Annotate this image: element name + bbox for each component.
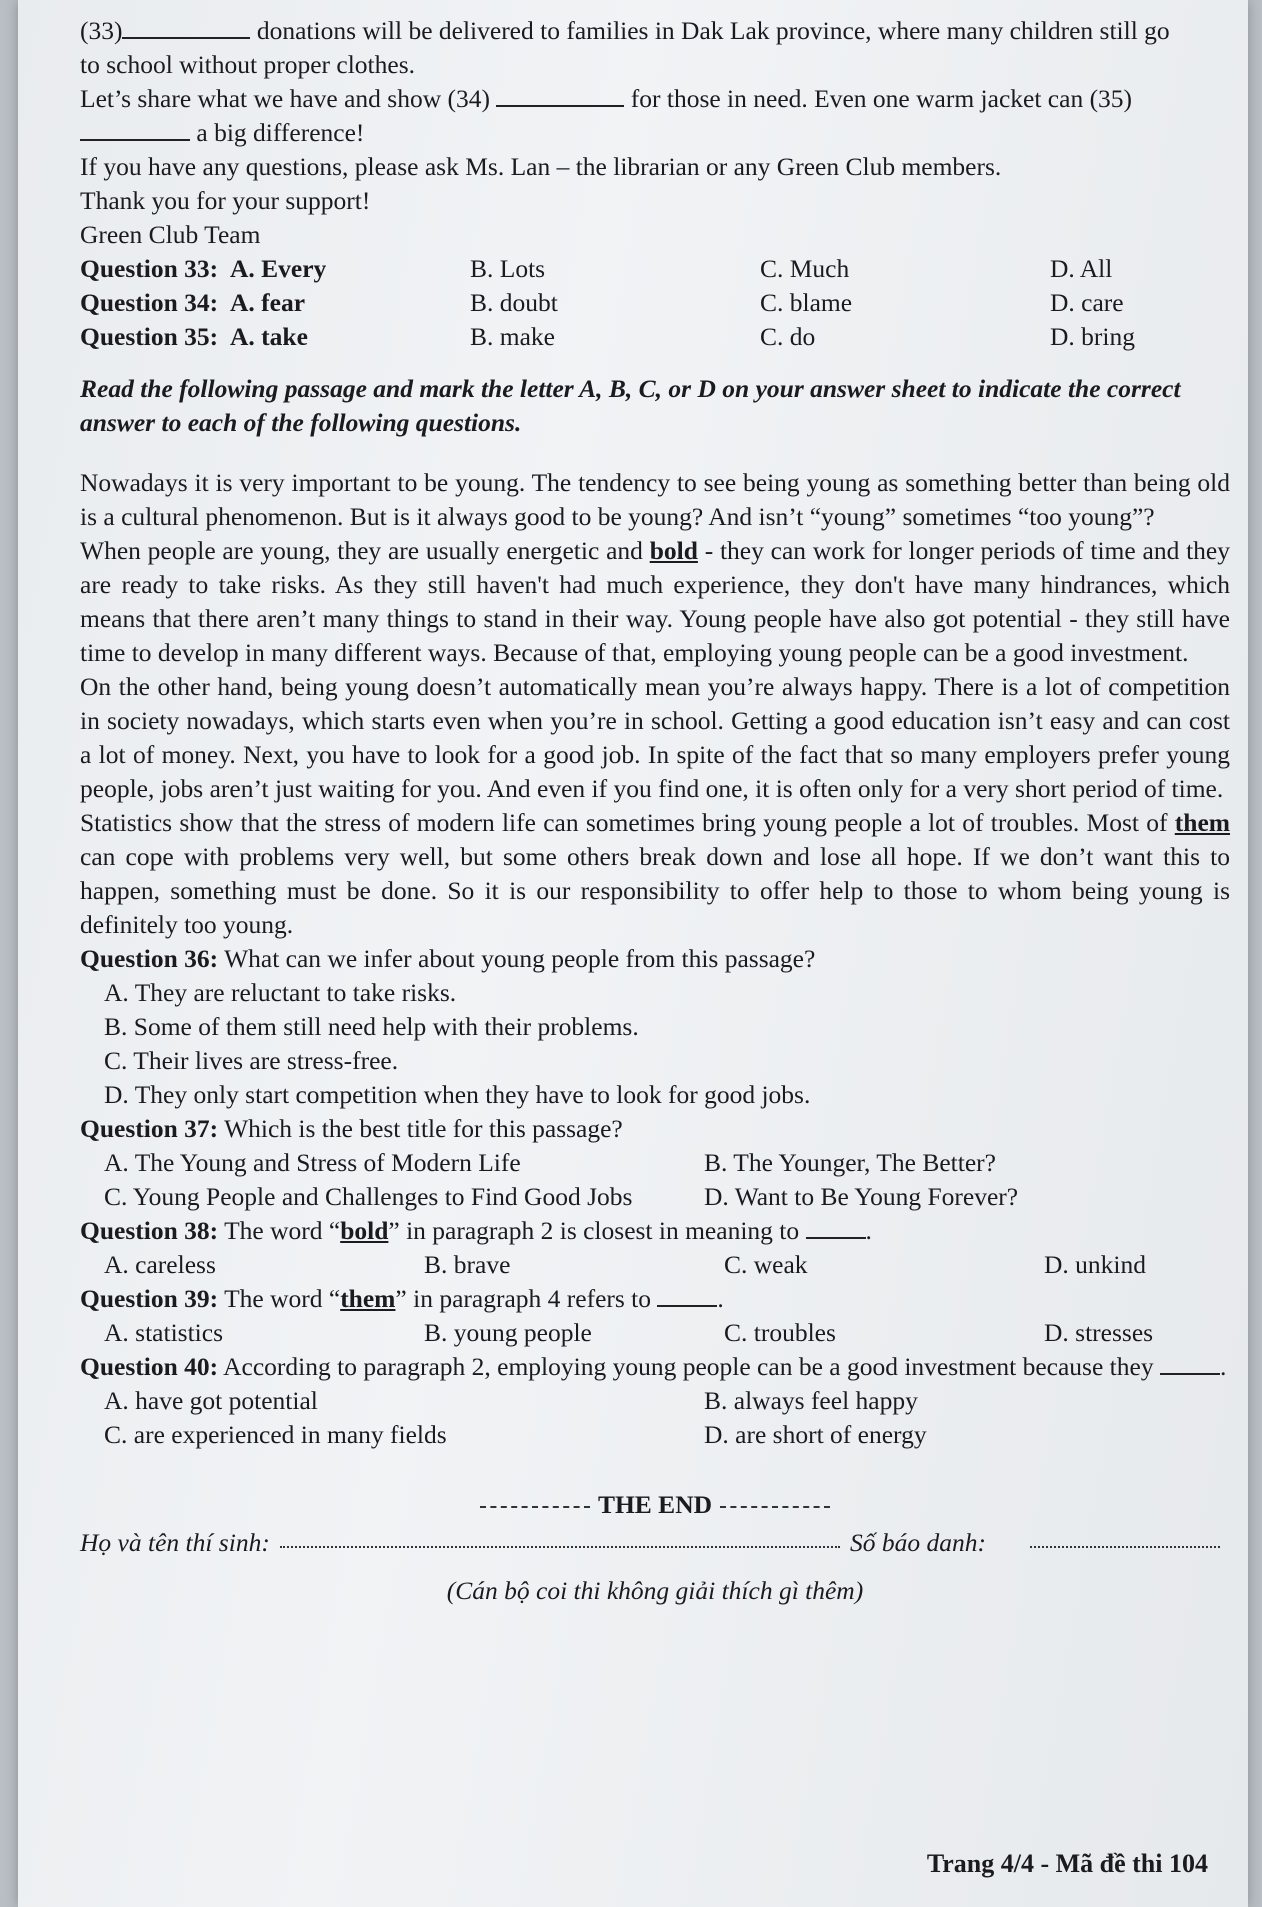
q37-option-b: B. The Younger, The Better? xyxy=(704,1147,996,1177)
q39-text-b: ” in paragraph 4 refers to xyxy=(395,1283,652,1313)
dash-left xyxy=(480,1506,590,1508)
intro-text-6: Thank you for your support! xyxy=(80,186,371,215)
blank-38 xyxy=(806,1236,866,1239)
question-33-number: (33) xyxy=(80,16,123,45)
q40-options xyxy=(104,1384,1230,1452)
page-footer: Trang 4/4 - Mã đề thi 104 xyxy=(926,1849,1208,1878)
option-c: C. do xyxy=(760,322,816,351)
q38-option-b: B. brave xyxy=(424,1249,511,1279)
intro-line-7 xyxy=(80,218,1230,252)
passage-paragraph-3: On the other hand, being young doesn’t automatically mean you’re always happy. There is a lot of competition in society nowadays, which starts even when you’re in school. Getting a good education isn’t easy and can cost a lot of money. Next, you have to look for a good job. In spite of the fact that so many employers prefer young people, jobs aren’t just waiting for you. And even if you find one, it is often only for a very short period of time. xyxy=(80,671,1230,803)
blank-39 xyxy=(657,1304,717,1307)
q38-option-c: C. weak xyxy=(724,1249,808,1279)
question-36 xyxy=(80,942,1230,976)
question-label: Question 37: xyxy=(80,1113,219,1143)
candidate-number-field xyxy=(1030,1546,1220,1548)
blank-35 xyxy=(80,138,190,141)
q39-options xyxy=(104,1316,1230,1350)
q36-option-b: B. Some of them still need help with their problems. xyxy=(104,1011,639,1041)
p2-text-a: When people are young, they are usually energetic and xyxy=(80,535,650,565)
q38-option-d: D. unkind xyxy=(1044,1249,1146,1279)
question-label: Question 35: xyxy=(80,322,219,351)
blank-34 xyxy=(496,104,624,107)
question-37 xyxy=(80,1112,1230,1146)
question-text: According to paragraph 2, employing young people can be a good investment because they xyxy=(223,1351,1154,1381)
intro-text-2: to school without proper clothes. xyxy=(80,50,415,79)
cloze-question-35 xyxy=(80,320,1230,354)
p2-text-b: - they can work for longer periods of time and they are ready to take risks. As they still haven't had much experience, they don't have many hindrances, which means that there aren’t many things to stand in their way. Young people have also got potential - they still have time to develop in many different ways. Because of that, employing young people can be a good investment. xyxy=(80,535,1231,667)
q37-option-a: A. The Young and Stress of Modern Life xyxy=(104,1147,521,1177)
q36-option-a: A. They are reluctant to take risks. xyxy=(104,977,457,1007)
q38-option-a: A. careless xyxy=(104,1249,216,1279)
q40-option-b: B. always feel happy xyxy=(704,1385,918,1415)
intro-line-4 xyxy=(80,116,1230,150)
exam-sheet xyxy=(18,0,1248,1907)
cloze-question-34 xyxy=(80,286,1230,320)
dash-right xyxy=(720,1506,830,1508)
passage-paragraph-4 xyxy=(80,806,1230,942)
q39-option-a: A. statistics xyxy=(104,1317,223,1347)
candidate-name-label: Họ và tên thí sinh: xyxy=(80,1527,270,1557)
intro-line-1 xyxy=(80,14,1230,48)
intro-line-2 xyxy=(80,48,1230,82)
q38-text-b: ” in paragraph 2 is closest in meaning to xyxy=(388,1215,800,1245)
option-d: D. care xyxy=(1050,288,1124,317)
exam-content xyxy=(80,14,1230,1633)
question-label: Question 38: xyxy=(80,1215,219,1245)
q39-option-c: C. troubles xyxy=(724,1317,836,1347)
candidate-name-field xyxy=(280,1546,840,1548)
question-label: Question 33: xyxy=(80,254,219,283)
q40-option-a: A. have got potential xyxy=(104,1385,318,1415)
question-text: Which is the best title for this passage? xyxy=(224,1113,623,1143)
blank-33 xyxy=(122,36,250,39)
intro-text-7: Green Club Team xyxy=(80,220,261,249)
end-text: THE END xyxy=(597,1489,713,1519)
intro-text-4: a big difference! xyxy=(196,118,365,147)
question-label: Question 34: xyxy=(80,288,219,317)
p4-word-them: them xyxy=(1174,807,1230,837)
blank-40 xyxy=(1160,1372,1220,1375)
intro-line-6 xyxy=(80,184,1230,218)
option-c: C. Much xyxy=(760,254,850,283)
q37-options xyxy=(104,1146,1230,1214)
option-c: C. blame xyxy=(760,288,853,317)
option-d: D. bring xyxy=(1050,322,1135,351)
question-text: What can we infer about young people from this passage? xyxy=(224,943,816,973)
q38-word: bold xyxy=(340,1215,389,1245)
intro-text-1: donations will be delivered to families in Dak Lak province, where many children still go xyxy=(256,16,1170,45)
question-label: Question 36: xyxy=(80,943,219,973)
question-label: Question 40: xyxy=(80,1351,219,1381)
q39-text-a: The word “ xyxy=(224,1283,341,1313)
question-39: Question 39: The word “them” in paragraph 4 refers to . xyxy=(80,1283,724,1313)
reading-instruction: Read the following passage and mark the letter A, B, C, or D on your answer sheet to indicate the correct answer to each of the following questions. xyxy=(80,374,1181,437)
q36-option-c: C. Their lives are stress-free. xyxy=(104,1045,399,1075)
q37-option-c: C. Young People and Challenges to Find Good Jobs xyxy=(104,1181,633,1211)
passage-paragraph-2 xyxy=(80,534,1230,670)
option-b: B. Lots xyxy=(470,254,546,283)
option-a: A. Every xyxy=(230,254,327,283)
q37-option-d: D. Want to Be Young Forever? xyxy=(704,1181,1019,1211)
intro-line-3 xyxy=(80,82,1230,116)
q38-options xyxy=(104,1248,1230,1282)
the-end xyxy=(80,1488,1230,1522)
intro-text-3a: Let’s share what we have and show (34) xyxy=(80,84,490,113)
q38-text-a: The word “ xyxy=(224,1215,341,1245)
p2-word-bold: bold xyxy=(649,535,698,565)
q39-option-b: B. young people xyxy=(424,1317,592,1347)
question-40: Question 40: According to paragraph 2, employing young people can be a good investment because they . xyxy=(80,1351,1227,1381)
candidate-number-label: Số báo danh: xyxy=(850,1527,986,1557)
intro-line-5 xyxy=(80,150,1230,184)
cloze-question-33 xyxy=(80,252,1230,286)
passage-paragraph-1: Nowadays it is very important to be young. The tendency to see being young as something better than being old is a cultural phenomenon. But is it always good to be young? And isn’t “young” sometimes “too young”? xyxy=(80,467,1230,531)
q40-option-d: D. are short of energy xyxy=(704,1419,927,1449)
q39-option-d: D. stresses xyxy=(1044,1317,1154,1347)
q39-word: them xyxy=(340,1283,396,1313)
option-a: A. take xyxy=(230,322,308,351)
p4-text-a: Statistics show that the stress of modern life can sometimes bring young people a lot of troubles. Most of xyxy=(80,807,1175,837)
intro-text-5: If you have any questions, please ask Ms. Lan – the librarian or any Green Club members. xyxy=(80,152,1002,181)
q40-option-c: C. are experienced in many fields xyxy=(104,1419,447,1449)
intro-text-3b: for those in need. Even one warm jacket can (35) xyxy=(630,84,1133,113)
option-a: A. fear xyxy=(230,288,306,317)
option-b: B. make xyxy=(470,322,555,351)
candidate-info xyxy=(80,1526,1230,1566)
question-label: Question 39: xyxy=(80,1283,219,1313)
question-38: Question 38: The word “bold” in paragraph 2 is closest in meaning to . xyxy=(80,1215,872,1245)
option-d: D. All xyxy=(1050,254,1113,283)
proctor-note: (Cán bộ coi thi không giải thích gì thêm) xyxy=(446,1575,864,1605)
q36-option-d: D. They only start competition when they have to look for good jobs. xyxy=(104,1079,811,1109)
p4-text-b: can cope with problems very well, but some others break down and lose all hope. If we don’t want this to happen, something must be done. So it is our responsibility to offer help to those to whom being young is definitely too young. xyxy=(80,841,1230,939)
option-b: B. doubt xyxy=(470,288,558,317)
